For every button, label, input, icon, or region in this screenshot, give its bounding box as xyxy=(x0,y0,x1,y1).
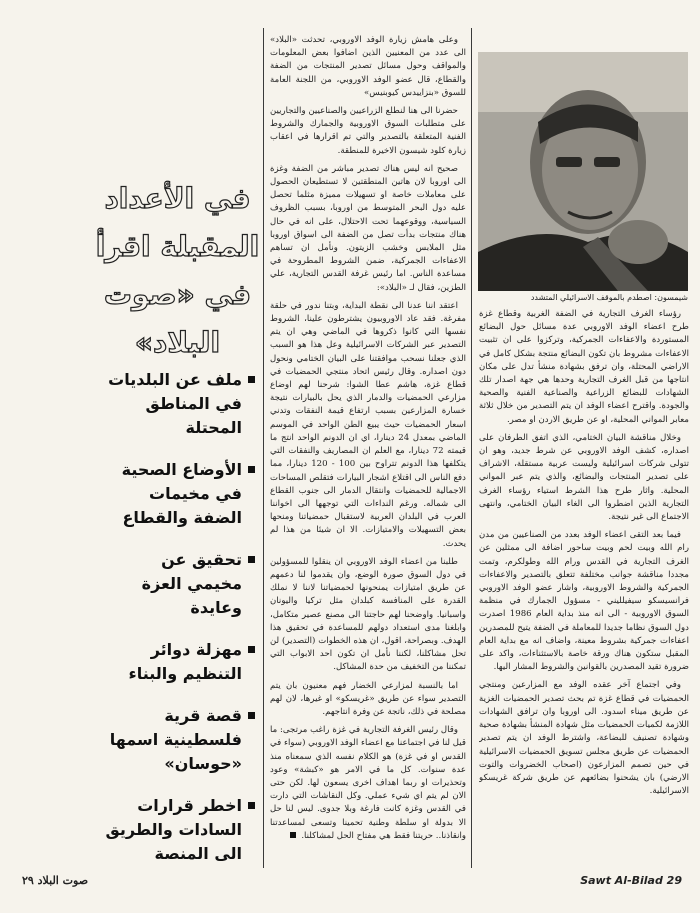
promo-item xyxy=(105,794,255,866)
footer-page-label-latin: Sawt Al-Bilad 29 xyxy=(580,874,682,887)
bullet-square-icon xyxy=(248,802,255,809)
paragraph: صحيح انه ليس هناك تصدير مباشر من الضفة وغزة الى اوروبا لان هاتين المنطقتين لا تستطيعان الحصول على معاملات خاصة او تسهيلات مميزة مثلما تحصل عليه دول البحر المتوسط من اوروبا، بسبب الظروف السياسية، ووقوعهما تحت الاحتلال، على انه في حال هناك منتجات بدأت تصل من الضفة الى اسواق اوروبا مثل الملابس وخشب الزيتون. ونأمل ان تساهم الاعفاءات الجمركية، ضمن الشروط المطروحة في مساعدة الناس. اما رئيس غرفة القدس التجارية، علي الطزين، فقال لـ «البلاد»: xyxy=(270,163,466,293)
bullet-square-icon xyxy=(248,646,255,653)
paragraph: اما بالنسبة لمزارعي الخضار فهم معنيون بان يتم التصدير سواء عن طريق «غريسكو» او غيرها، لان لهم مصلحة في ذلك، ناتجة عن وفرة انتاجهم. xyxy=(270,680,466,717)
promo-item-text: ملف عن البلديات في المناطق المحتلة xyxy=(108,370,242,437)
paragraph: وفي اجتماع آخر عقده الوفد مع المزارعين ومنتجي الحمضيات في قطاع غزة تم بحث تصدير الحمضيات الغزية عن طريق ميناء اسدود. الى اوروبا وان ترافق الشهادات اللازمة لكميات الحمضيات مثل شهادة المنشأ بشهادة صحية وشهادة تصنيف للبضاعة، واشترط الوفد ان يتم تصدير الحمضيات عن طريق مجلس تسويق الحمضيات الاسرائيلية في حين تصمم المزارعون (اصحاب الخضروات والتوت الارضي) بان يشحنوا بضائعهم عن طريق شركة غريسكو الاسرائيلية. xyxy=(479,680,689,797)
promo-list xyxy=(105,368,255,884)
promo-item xyxy=(105,704,255,776)
promo-item xyxy=(105,458,255,530)
portrait-photo xyxy=(478,52,688,291)
promo-item-text: مهزلة دوائر التنظيم والبناء xyxy=(128,640,242,683)
column-divider-right xyxy=(471,28,472,868)
end-mark-icon xyxy=(290,832,296,838)
portrait-figure-icon xyxy=(478,52,688,291)
paragraph: وعلى هامش زيارة الوفد الاوروبي، تحدثت «البلاد» الى عدد من المعنيين الذين اضافوا بعض المعلومات والمواقف وحول مسائل تصدير المنتجات من الضفة والقطاع، قال عضو الوفد الاوروبي، من اللجنة العامة للسوق «بنزاييدس كيوبنيس» xyxy=(270,35,466,98)
promo-item xyxy=(105,638,255,686)
bullet-square-icon xyxy=(248,556,255,563)
promo-headline: في الأعداد المقبلة اقرأ في «صوت البلاد» xyxy=(95,182,260,359)
bullet-square-icon xyxy=(248,466,255,473)
bullet-square-icon xyxy=(248,712,255,719)
promo-item-text: قصة قرية فلسطينية اسمها «حوسان» xyxy=(109,706,242,773)
promo-item-text: اخطر قرارات السادات والطريق الى المنصة xyxy=(105,796,242,863)
column-divider-left xyxy=(263,28,264,868)
paragraph: اعتقد اننا عدنا الى نقطة البداية، وبتنا ندور في حلقة مفرغة. فقد عاد الاوروبيون يشترطون علينا، الشروط نفسها التي كانوا ذكروها في الماضي وهي ان يتم التصدير عبر الشركات الاسرائيلية وعل هذا هو السبب الذي جعلنا نسحب موافقتنا على البيان الختامي ونحول دون اصداره. وقال رئيس اتحاد منتجي الحمضيات في قطاع غزة، هاشم عطا الشوا: شرحنا لهم اوضاع مزارعي الحمضيات والدمار الذي يحل بالبيارات نتيجة خسارة المزارعين بسبب ارتفاع قيمة النفقات وتدني اسعار الحمضيات حيث يبيع الطن الواحد في الموسم الماضي بمعدل 24 دينارا، اي ان الدونم الواحد انتج ما قيمته 72 دينارا، مع العلم ان المصاريف والنفقات التي يتكلفها هذا الدونم تتراوح بين 100 - 120 دينارا، مما دفع الناس الى اقتلاع اشجار البيارات فتقلص المساحات الاجمالية للحمضيات وانتقال الدمار الى جنوب القطاع الى شماله. ورغم النداءات التي توجهها الى اخواننا العرب في البلدان العربية لاستقبال حمضياتنا ومنحها بعض التسهيلات والامتيازات. الا ان شيئا من هذا لم يحدث. xyxy=(270,300,466,549)
footer-page-label-arabic: صوت البلاد ٢٩ xyxy=(22,874,89,887)
promo-item-text: تحقيق عن مخيمي العزة وعايدة xyxy=(141,550,242,617)
bullet-square-icon xyxy=(248,376,255,383)
promo-item xyxy=(105,548,255,620)
closing-paragraph: وقال رئيس الغرفة التجارية في غزة راغب مرتجى: ما قيل لنا في اجتماعنا مع اعضاء الوفد الاوروبي (سواء في القدس او في غزة) هو الكلام نفسه الذي سمعناه منذ عدة سنوات. كل ما في الامر هو «كبشة» وعود وتحذيرات او ربما اهداف اخرى يسعون لها. لكن حتى الان لم يتم اي شيء عملي. وكل النقاشات التي دارت في القدس وغزة كانت فارغة وبلا جدوى. ليس لنا حل الا بدولة او سلطة وطنية تحمينا وتسعى لمساعدتنا وانقاذنا.. حريتنا فقط هي مفتاح الحل لمشاكلنا. xyxy=(270,725,466,841)
paragraph: حضرنا الى هنا لنطلع الزراعيين والصناعيين والتجاريين على متطلبات السوق الاوروبية والجمارك والشروط الفنية المتعلقة بالتصدير والتي تم اقرارها في اعقاب زيارة كلود شيسون الاخيرة للمنطقة. xyxy=(270,106,466,156)
paragraph: طلبنا من اعضاء الوفد الاوروبي ان ينقلوا للمسؤولين في دول السوق صورة الوضع، وان يقدموا لنا دعمهم عن طريق امتيازات يمنحونها لحمضياتنا لاننا لا نملك القدرة على المنافسة كبلدان مثل تركيا واليونان واسبانيا. واوضحنا لهم حاجتنا الى مصنع عصير متكامل، وابلغنا مدى استعداد دولهم للمساعدة في تحقيق هذا الهدف. وبصراحة، اقول، ان هذه الخطوات (التصدير) لن تحل مشاكلنا، لكننا نأمل ان تكون احد الابواب التي تمكننا من التخفيف من حدة المشاكل. xyxy=(270,556,466,673)
paragraph xyxy=(270,724,466,843)
paragraph: فيما بعد التقى اعضاء الوفد بعدد من الصناعيين من مدن رام الله وبيت لحم وبيت ساحور اضافة الى ممثلين عن الغرف التجارية في القدس ورام الله وطولكرم، وتمت مجددا مناقشة جوانب مختلفة تتعلق بالتصدير والاعفاءات الجمركية والشروط الاوروبية، واشار عضو الوفد الاوروبي فرانسيسكو سيفيلليني - مسؤول الجمارك في منظمة السوق الاوروبية - الى انه منذ بداية العام 1986 اصدرت دول السوق نظاما جديدا للمعاملة في الضفة يتيح للمصدرين اعفاءات جمركية بشروط معينة، واضاف انه مع بداية العام المقبل ستكون هناك ورقة خاصة بالاستثناءات، واكد على ضرورة تقيد المصدرين بالقوانين والشروط المشار اليها. xyxy=(479,530,689,673)
article-column-middle xyxy=(270,34,466,868)
paragraph: وخلال مناقشة البيان الختامي، الذي اتفق الطرفان على اصداره، كشف الوفد الاوروبي عن شرط جديد، وهو ان تتولى شركات اسرائيلية وليست عربية مستقلة، الاشراف على تصدير المنتجات والبضائع، والذي يتم عبر المواني المحلية. واثار طرح هذا الشرط استياء رؤساء الغرف التجارية الذين اضطروا الى الغاء البيان الختامي، وانتهى الاجتماع الى غير نتيجة. xyxy=(479,432,689,523)
promo-item-text: الأوضاع الصحية في مخيمات الضفة والقطاع xyxy=(121,460,242,527)
photo-caption: شيمسون: اصطدم بالموقف الاسرائيلي المتشدد xyxy=(530,293,688,302)
promo-item xyxy=(105,368,255,440)
paragraph: رؤساء الغرف التجارية في الضفة الغربية وقطاع غزة طرح اعضاء الوفد الاوروبي عدة مسائل حول البضائع المستوردة والاعفاءات الجمركية، وتركزوا على ان تثبيت الاعفاءات مشروط بان تكون البضائع منتجة بشكل كامل في الاراضي المحتلة، وان ترفق بشهادة منشأ تدل على مكان انتاجها من قبل الغرف التجارية وحدها هي جهة اصدار تلك الشهادات للبضائع الزراعية والصناعية الفنية والصحية والجودة. واقترح اعضاء الوفد ان يتم التصدير من خلال ثلاثة معابر المواني المحلية، او عن طريق الاردن او مصر. xyxy=(479,309,689,425)
article-column-right xyxy=(479,308,689,868)
